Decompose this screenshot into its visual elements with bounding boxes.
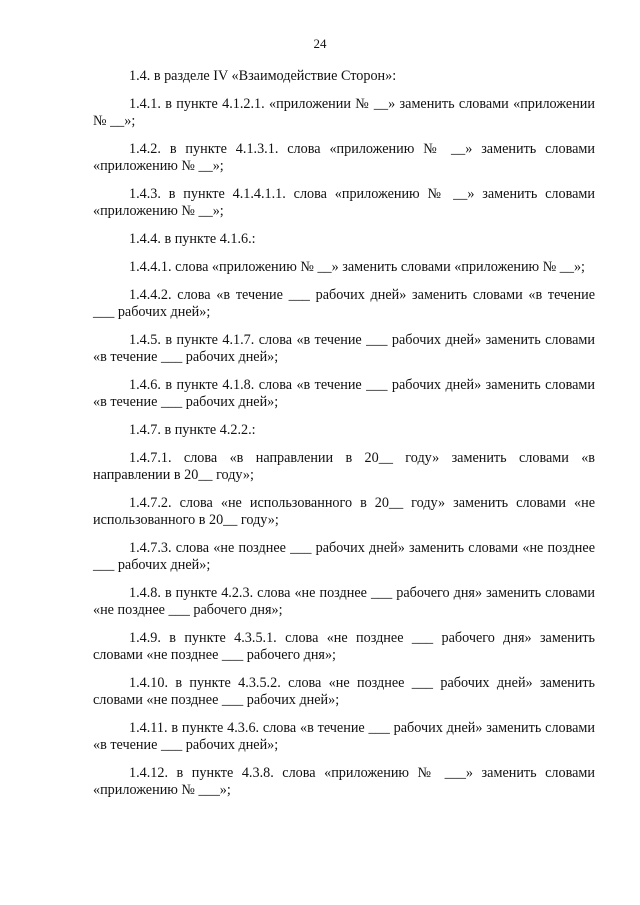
clause-1-4-6: 1.4.6. в пункте 4.1.8. слова «в течение ___ рабочих дней» заменить словами «в течение ___ рабочих дней»; (93, 377, 595, 410)
document-body (93, 68, 595, 810)
clause-1-4-9: 1.4.9. в пункте 4.3.5.1. слова «не позднее ___ рабочего дня» заменить словами «не позднее ___ рабочего дня»; (93, 630, 595, 663)
clause-1-4-12: 1.4.12. в пункте 4.3.8. слова «приложению № ___» заменить словами «приложению № ___»; (93, 765, 595, 798)
clause-1-4-2: 1.4.2. в пункте 4.1.3.1. слова «приложению № __» заменить словами «приложению № __»; (93, 141, 595, 174)
clause-1-4-4: 1.4.4. в пункте 4.1.6.: (129, 231, 256, 247)
clause-1-4-5: 1.4.5. в пункте 4.1.7. слова «в течение ___ рабочих дней» заменить словами «в течение ___ рабочих дней»; (93, 332, 595, 365)
page-number: 24 (313, 36, 327, 51)
clause-1-4-7-3: 1.4.7.3. слова «не позднее ___ рабочих дней» заменить словами «не позднее ___ рабочих дней»; (93, 540, 595, 573)
clause-1-4-7: 1.4.7. в пункте 4.2.2.: (129, 422, 256, 438)
clause-1-4-11: 1.4.11. в пункте 4.3.6. слова «в течение ___ рабочих дней» заменить словами «в течение ___ рабочих дней»; (93, 720, 595, 753)
clause-1-4-7-2: 1.4.7.2. слова «не использованного в 20__ году» заменить словами «не использованного в 20__ году»; (93, 495, 595, 528)
clause-1-4-10: 1.4.10. в пункте 4.3.5.2. слова «не позднее ___ рабочих дней» заменить словами «не позднее ___ рабочих дней»; (93, 675, 595, 708)
clause-1-4-4-1: 1.4.4.1. слова «приложению № __» заменить словами «приложению № __»; (129, 259, 586, 275)
clause-1-4-4-2: 1.4.4.2. слова «в течение ___ рабочих дней» заменить словами «в течение ___ рабочих дней»; (93, 287, 595, 320)
section-heading-1-4: 1.4. в разделе IV «Взаимодействие Сторон»: (129, 68, 397, 84)
clause-1-4-8: 1.4.8. в пункте 4.2.3. слова «не позднее ___ рабочего дня» заменить словами «не позднее ___ рабочего дня»; (93, 585, 595, 618)
clause-1-4-3: 1.4.3. в пункте 4.1.4.1.1. слова «приложению № __» заменить словами «приложению № __»; (93, 186, 595, 219)
clause-1-4-1: 1.4.1. в пункте 4.1.2.1. «приложении № __» заменить словами «приложении № __»; (93, 96, 595, 129)
clause-1-4-7-1: 1.4.7.1. слова «в направлении в 20__ году» заменить словами «в направлении в 20__ году»; (93, 450, 595, 483)
